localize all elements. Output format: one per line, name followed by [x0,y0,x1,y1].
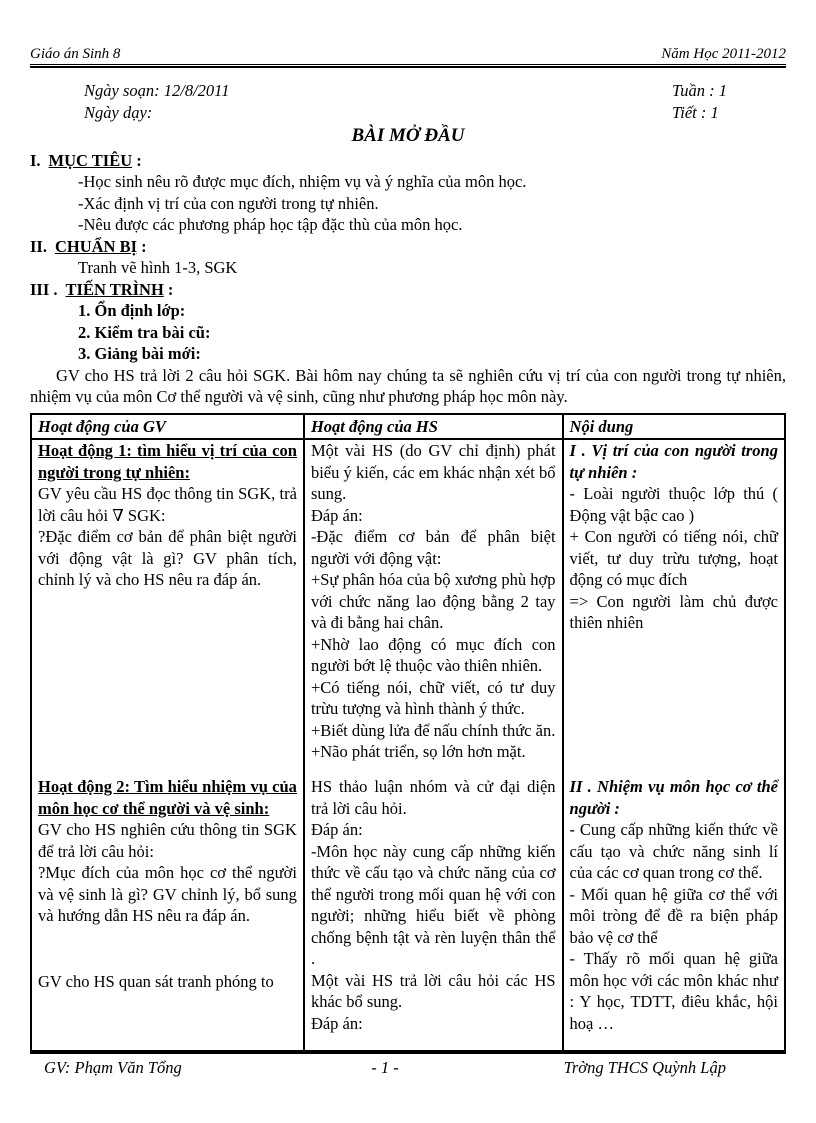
cell-paragraph: GV yêu cầu HS đọc thông tin SGK, trả lời câu hỏi ∇ SGK: [38,484,297,525]
cell-paragraph: +Có tiếng nói, chữ viết, có tư duy trừu tượng và hình thành ý thức. [310,677,556,718]
section-2-numeral: II. [30,236,47,256]
meta-row-1 [30,80,786,102]
cell-content-activity-2 [563,776,785,1051]
col-header-noidung: Nội dung [563,414,785,440]
footer-page-number: - 1 - [371,1058,399,1077]
cell-paragraph: Đáp án: [310,1013,363,1033]
cell-paragraph [38,927,297,971]
cell-gv-activity-1 [31,439,304,776]
section-3-colon: : [163,279,174,299]
col-header-gv: Hoạt động của GV [31,414,304,440]
cell-hs-activity-2 [304,776,563,1051]
cell-paragraph: GV cho HS quan sát tranh phóng to [38,971,274,991]
table-row [31,439,785,776]
section-3-subitem: 2. Kiểm tra bài cũ: [78,322,211,342]
page-header [30,0,786,62]
section-1-numeral: I. [30,150,41,170]
cell-paragraph: +Não phát triển, sọ lớn hơn mặt. [310,742,526,761]
section-3-numeral: III . [30,279,58,299]
page-footer [30,1052,786,1079]
section-1-item: -Nêu được các phương pháp học tập đặc thù của môn học. [78,215,463,234]
cell-paragraph: - Thấy rõ mối quan hệ giữa môn học với các môn khác như : Y học, TDTT, điêu khắc, hội hoạ … [569,949,778,1033]
cell-paragraph: Đáp án: [310,505,363,525]
cell-paragraph: ?Đặc điểm cơ bản để phân biệt người với động vật là gì? GV phân tích, chỉnh lý và cho HS nêu ra đáp án. [38,527,297,589]
section-2-item: Tranh vẽ hình 1-3, SGK [78,258,238,277]
period-label: Tiết : 1 [672,102,719,122]
cell-paragraph: Một vài HS (do GV chỉ định) phát biểu ý kiến, các em khác nhận xét bổ sung. [310,441,556,503]
cell-content-activity-1 [563,439,785,776]
cell-paragraph: Đáp án: [310,820,363,839]
page-title: BÀI MỞ ĐẦU [351,125,465,146]
cell-paragraph: -Môn học này cung cấp những kiến thức về cấu tạo và chức năng của cơ thể người trong mối quan hệ với con người; những hiểu biết về phòng chống bệnh tật và rèn luyện thân thể . [310,841,556,968]
section-1-title: MỤC TIÊU [48,150,133,170]
cell-paragraph: +Biết dùng lửa để nấu chính thức ăn. [310,720,556,740]
date-taught-label: Ngày dạy: [84,102,153,122]
section-1-item: -Học sinh nêu rõ được mục đích, nhiệm vụ và ý nghĩa của môn học. [78,172,527,191]
cell-paragraph: II . Nhiệm vụ môn học cơ thể người : [569,777,778,818]
cell-paragraph: Một vài HS trả lời câu hỏi các HS khác bổ sung. [310,970,556,1011]
cell-paragraph: HS thảo luận nhóm và cử đại diện trả lời câu hỏi. [310,777,556,818]
cell-paragraph: Hoạt động 1: tìm hiểu vị trí của con người trong tự nhiên: [38,441,297,482]
header-right-text: Năm Học 2011-2012 [661,46,786,62]
cell-paragraph: I . Vị trí của con người trong tự nhiên : [569,441,778,482]
cell-paragraph: ?Mục đích của môn học cơ thể người và vệ sinh là gì? GV chỉnh lý, bổ sung và hướng dẫn HS nêu ra đáp án. [38,863,297,925]
section-2-colon: : [137,236,147,256]
week-label: Tuần : 1 [672,81,728,100]
section-2-heading [30,236,786,258]
cell-paragraph: - Cung cấp những kiến thức về cấu tạo và chức năng sinh lí của các cơ quan trong cơ thể. [569,820,778,882]
section-3-subitem: 3. Giảng bài mới: [78,344,201,363]
meta-block [30,80,786,123]
section-3-subitem: 1. Ổn định lớp: [78,301,186,320]
section-2-title: CHUẨN BỊ [54,236,138,256]
section-3-title: TIẾN TRÌNH [65,279,164,299]
section-1-item: -Xác định vị trí của con người trong tự nhiên. [78,193,379,213]
cell-paragraph: GV cho HS nghiên cứu thông tin SGK để trả lời câu hỏi: [38,820,297,861]
cell-paragraph: => Con người làm chủ được thiên nhiên [569,591,778,632]
cell-paragraph: - Loài người thuộc lớp thú ( Động vật bậc cao ) [569,484,778,525]
col-header-hs: Hoạt động của HS [304,414,563,440]
cell-paragraph: +Nhờ lao động có mục đích con người bớt lệ thuộc vào thiên nhiên. [310,634,556,675]
cell-gv-activity-2 [31,776,304,1051]
section-1-heading [30,150,786,172]
section-3-heading [30,279,786,301]
footer-teacher-name: GV: Phạm Văn Tổng [44,1058,182,1077]
date-composed-label: Ngày soạn: 12/8/2011 [84,81,230,100]
header-left-text: Giáo án Sinh 8 [30,46,121,62]
section-1-colon: : [132,150,142,170]
cell-paragraph: Hoạt động 2: Tìm hiểu nhiệm vụ của môn học cơ thể người và vệ sinh: [38,777,297,818]
cell-paragraph: + Con người có tiếng nói, chữ viết, tư duy trừu tượng, hoạt động có mục đích [569,527,778,589]
sections-block [30,150,786,408]
cell-paragraph: +Sự phân hóa của bộ xương phù hợp với chức năng lao động bằng 2 tay và đi bằng hai chân. [310,570,556,632]
cell-paragraph: -Đặc điểm cơ bản để phân biệt người với động vật: [310,527,556,568]
table-row [31,776,785,1051]
cell-hs-activity-1 [304,439,563,776]
table-header-row [31,414,785,440]
lesson-intro-paragraph: GV cho HS trả lời 2 câu hỏi SGK. Bài hôm nay chúng ta sẽ nghiên cứu vị trí của con người trong tự nhiên, nhiệm vụ của môn Cơ thể người và vệ sinh, cũng như phương pháp học môn này. [30,365,786,406]
activity-table [30,413,786,1053]
meta-row-2 [30,102,786,124]
header-rule [30,64,786,68]
cell-paragraph: - Mối quan hệ giữa cơ thể với môi tròng để đề ra biện pháp bảo vệ cơ thể [569,884,778,947]
footer-school-name: Trờng THCS Quỳnh Lập [563,1058,726,1077]
